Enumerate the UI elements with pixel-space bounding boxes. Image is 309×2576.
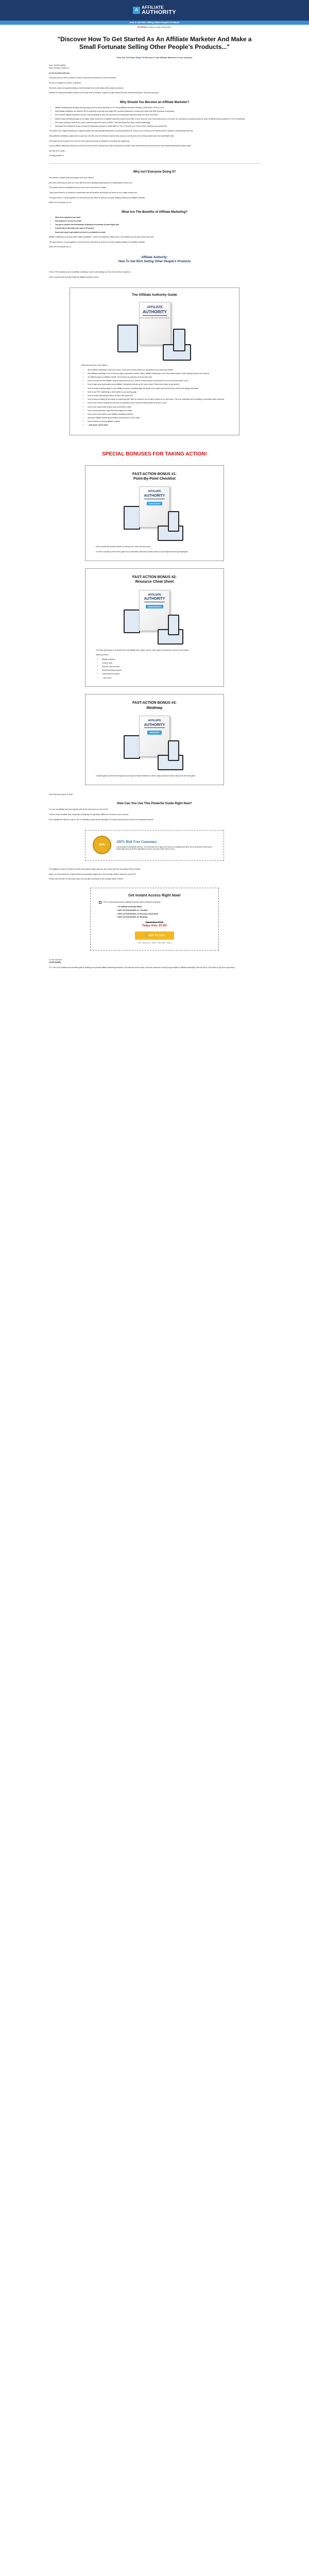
cover-line-2: AUTHORITY — [144, 494, 165, 499]
divider — [49, 163, 260, 164]
bonus-title — [96, 701, 213, 710]
body-paragraph: The good news is, I've put together a course that you can follow so that you can start making a killing as an affiliate marketer. — [49, 241, 146, 243]
body-paragraph: Look at affiliate marketing online and you'll find a whole culture of people who have private jets and yachts, who travel around the world and who have started celebrity like status online. — [49, 145, 192, 147]
list-item: • What affiliate marketing is and how it works. Know how it works before you get started so you avoid any pitfalls. — [88, 369, 228, 371]
bonus-banner: SPECIAL BONUSES FOR TAKING ACTION! — [102, 451, 207, 457]
today-price: Today Only: $7.00! — [142, 924, 167, 928]
attention-text: Looking to create a living online? — [147, 26, 172, 28]
body-paragraph: You can use Affiliate Authority together with all the bonuses for a mere $7.00. — [49, 808, 109, 811]
bonus-cover — [139, 590, 170, 631]
bonus-cover — [139, 486, 170, 528]
ps-paragraph: P.S. This is the ultimate and essential guide to building a successful affiliate marketing business! You'll discover all the steps, tools and resources to help you get started in affiliate marketing! Click the Add to Cart button to get your copy today! — [49, 967, 235, 969]
list-item: • How to use content marketing to become an authority in your niche and attract traffic for years to come. — [88, 402, 228, 404]
tablet-mockup — [117, 325, 138, 352]
intro-paragraph: They say that you need a product in order to become successful as an online marketer. — [49, 77, 116, 79]
tablet-mockup — [124, 609, 140, 633]
product-image — [117, 302, 192, 361]
intro-paragraph: This time, people are quietly making a small fortunate from home selling other people's products. — [49, 87, 124, 89]
bonus-text: Inside you'll find: — [96, 654, 109, 656]
body-paragraph: The answer is simple that most people don't know about it. — [49, 177, 94, 179]
list-item: • A great way to diversify your source of income. — [55, 227, 260, 230]
list-item: • Outsourcing resources — [102, 673, 213, 675]
tablet-mockup — [124, 506, 140, 530]
page-subhead: Find Out The Exact Steps To Become a Top Affiliate Marketer In Any Industry! — [116, 56, 193, 59]
logo-line-1: AFFILIATE — [142, 5, 164, 10]
bonus-image — [124, 486, 185, 543]
list-item: • Advanced affiliate marketing techniques and lessons for more sales. — [88, 417, 228, 419]
body-paragraph: And this isn't a rarity. — [49, 149, 65, 152]
list-item: • ...And more! — [102, 677, 213, 680]
cover-line-1: AFFILIATE — [147, 306, 163, 310]
list-item: • Most data from Webpresh shows us that US businesses planned to initiate $5B+ in 2013. This was up 17% from 2010, showing more growth still. — [55, 125, 260, 128]
body-paragraph: The big question is... — [49, 155, 65, 157]
guarantee-box — [85, 830, 224, 861]
list-item: • Email marketing services — [102, 669, 213, 672]
quote-line-2: How To Get Rich Selling Other People's Products — [118, 260, 191, 264]
bonus-list — [96, 658, 213, 680]
signoff-name: [YOUR NAME] — [49, 961, 61, 964]
cart-icon: 🛒 — [144, 934, 148, 937]
header-bar — [0, 0, 309, 21]
list-item: • Affiliate marketing has certainly been growing over the years with about 5.7% of blog affiliate marketers starting in 2008 before 15.0% in 2012. — [55, 107, 260, 109]
bonus-name: Mindmap — [146, 706, 163, 710]
intro-paragraph: It's true to a degree but untrue in general! — [49, 82, 81, 84]
phone-mockup — [173, 329, 185, 351]
a-mark-icon: A — [133, 7, 140, 14]
phone-mockup — [168, 615, 179, 635]
body-paragraph: This might sound too good to be true but in fact there are plenty of examples of precisely this happening. — [49, 140, 130, 142]
list-item: • 81% of these affiliate marketers choose e-mail marketing as their primary method of contacting customers while 64% work from home. — [55, 114, 260, 116]
list-item: • Quick and easy to get started so there's no website to create. — [55, 231, 260, 234]
list-item: • Work from anywhere you want. — [55, 216, 260, 219]
phone-mockup — [168, 740, 179, 761]
bonus-cover — [139, 716, 170, 757]
body-paragraph: Allow me to introduce you to... — [49, 246, 73, 248]
add-to-cart-label: Add To Cart — [148, 934, 165, 937]
list-item: • How to create a landing page for your affiliate products. A landing page will attract more buyers and convert those visitors into paying customers. — [88, 387, 228, 390]
body-paragraph: Using affiliate marketing in particular is to get very rich with very low entrance requirements, and you can become rich by being creative and new marketable skills. — [49, 135, 175, 138]
body-paragraph: That is a truly incredible deal, especially considering the significant difference it'll make to your success. — [49, 813, 129, 816]
bonus-text: Done is profit this handy checklist so that you can check off each point. — [96, 546, 151, 548]
add-to-cart-button[interactable] — [135, 931, 174, 940]
bonus-box-3 — [85, 694, 224, 785]
body-paragraph: Please click the Add To Cart button right now and take ownership of this valuable eBook TODAY! — [49, 878, 124, 880]
bonus-box-2 — [85, 568, 224, 687]
body-paragraph: The process seems complicated and you don't even know where to begin! — [49, 187, 107, 189]
body-paragraph: This is THE essential course on affiliate marketing. If you're just starting out, this is the perfect companion. — [49, 271, 131, 274]
list-item: • How to grow and scale up your affiliate marketing business. — [88, 413, 228, 416]
section-title-benefits: What Are The Benefits of Affiliate Marketing? — [121, 210, 188, 214]
list-item: • How to choose the best affiliate network and product for you. With so many networks and products, how do you know where to do? — [88, 380, 228, 382]
list-item: • ...and much, much more! — [88, 424, 228, 427]
list-item: • 53% were earning at least $14K a year, whereas about 26% were on $50K+. Not bad! (Data from Viper Leaders Marketing) — [55, 122, 260, 124]
bonus-text: You'll also get access to a curated list of top affiliate sites, blogs, forums, tools, apps and services to get you even further. — [96, 649, 190, 651]
body-paragraph: I'm delighted to have the chance to share this powerful guide with you, and I know you'll be very happy with the results. — [49, 868, 141, 871]
list-item: ✓ The Affiliate Authority eBook — [116, 906, 210, 908]
list-item: • Affiliate networks — [102, 658, 213, 661]
bonus-image — [124, 590, 185, 647]
phone-mockup — [168, 511, 179, 532]
bonus-number: FAST-ACTION BONUS #3: — [132, 701, 177, 705]
list-item: • How to create ads that get clicked and that offer great ROI. — [88, 395, 228, 397]
cover-tag: MINDMAP — [147, 731, 161, 734]
from-line: From: [YOUR NAME] — [49, 64, 66, 66]
header-logo[interactable] — [133, 6, 176, 15]
body-paragraph: Allow me to introduce you to... — [49, 201, 73, 204]
cover-tag: RESOURCES — [146, 605, 163, 608]
list-item: • Content tools — [102, 662, 213, 665]
cover-line-1: AFFILIATE — [148, 719, 161, 723]
list-item: • How to build a mailing list and setup an autoresponder. With an email list, you're able to follow up on your leads. This is an important part of building a successful online business. — [88, 398, 228, 401]
cover-line-2: AUTHORITY — [143, 310, 167, 316]
body-paragraph: And even when they do hear of it, they often find it too daunting sounding and too unbelievable to even try it. — [49, 181, 133, 184]
section-title-pricing: How Can You Use This Powerful Guide Right Now? — [117, 802, 192, 806]
section-title-why: Why Should You Become an Affiliate Marketer? — [119, 100, 190, 104]
guarantee-seal-icon: 100% — [93, 836, 111, 854]
date-line: Date: Monday, October 12 — [49, 67, 70, 70]
tagline-ribbon: How to Get Rich Selling Other People's Products — [0, 21, 309, 25]
benefits-list — [49, 216, 260, 233]
list-item: • The different types of affiliate network. Know these top networks and how they work. — [88, 376, 228, 379]
list-item: ✓ FAST-ACTION BONUS #2: Resource Cheat Sheet — [116, 913, 210, 916]
cover-line-1: AFFILIATE — [148, 490, 161, 494]
list-item: • What's really interesting though is the salary. While nearly 40% of affiliate marketers earned below $5K in 2013 and use it as a secondary source of income, the top earners surveyed earned as much as $500K this accounted for 0.3% of marketers. — [55, 118, 260, 121]
body-paragraph: Does that sound good or what? — [49, 793, 74, 795]
order-items — [116, 906, 210, 918]
why-list — [49, 107, 260, 128]
order-yes-line — [99, 901, 210, 904]
body-paragraph: The bottom line? Digital marketing is a highly lucrative area that appeals particularly to young entrepreneurs. There's a lot of money to be earned and the industry is only growing with time. — [49, 130, 194, 132]
bonus-name: Point-By-Point Checklist — [133, 477, 176, 481]
body-paragraph: Don't hesitate this eBook is only $7.00!! It's definitely a profit worth repeating. You will be hard-pressed to find a more valuable resource. — [49, 818, 154, 821]
list-item: ✓ FAST-ACTION BONUS #1: Checklist — [116, 909, 210, 912]
guide-lead: What you'll discover in the eBook: — [81, 364, 108, 367]
order-box — [90, 888, 219, 951]
cover-tag: CHECKLIST — [147, 502, 163, 505]
list-item: • You get to choose from thousands of products to promote at your finger tips. — [55, 224, 260, 226]
guide-list — [81, 369, 228, 427]
body-paragraph: Affiliate marketing is a process that is highly repeatable – there's a blueprint by using it and I can reliably earn you big money every time. — [49, 236, 154, 239]
bonus-title — [96, 575, 213, 585]
order-yes-text: YES! I want instant access to affiliate authority, which include the following: — [103, 901, 161, 904]
guide-title: The Affiliate Authority Guide — [132, 293, 177, 297]
intro-paragraph: Whether it's selling information product or products sold on Amazon, anyone can get started with very minimal experience, time and resources. — [49, 92, 159, 94]
list-item: • How to use social media to grow your prominence online. — [88, 406, 228, 409]
guide-box — [70, 287, 239, 435]
attention-line — [0, 26, 309, 28]
quote-line-1: Affiliate Authority: — [141, 256, 168, 259]
body-paragraph: Again, you will receive the comprehensive and valuable insights you need to finally achieve results for only $7.00. — [49, 873, 137, 875]
bonus-number: FAST-ACTION BONUS #1: — [132, 472, 177, 476]
section-title-why-not: Why Isn't Everyone Doing It? — [133, 171, 176, 174]
list-item: • Why affiliate marketing is one of the best ways to generate revenue online. Affiliate marketing is one of the easiest ways to start making money on the internet. — [88, 372, 228, 375]
order-title: Get Instant Access Right Now! — [128, 893, 181, 897]
body-paragraph: The good news is, I've put together a course that you can follow so that you can start making a killing as an affiliate marketer. — [49, 196, 146, 199]
guarantee-text: Your purchase is absolutely risk free. I'm the product for 30 days, and if you're not satisfied just send me an email and I'll send you a refund right away. An there's absolutely no risk on your part. All the risk is on me. — [116, 846, 212, 851]
cover-line-1: AFFILIATE — [148, 593, 161, 597]
page-headline: "Discover How To Get Started As An Affiliate Marketer And Make a Small Fortunate Selling Other People's Products..." — [57, 36, 252, 51]
body-paragraph: Here's exactly what you'll get inside the Affiliate Authority course: — [49, 276, 99, 278]
list-item: • Pay-Per-Click services — [102, 666, 213, 668]
bonus-text: It is like a summary of the entire guide but in actionable, bite-sized points so that you can implement the right strategies. — [96, 551, 188, 553]
attention-label: ATTENTION: — [137, 26, 147, 28]
list-item: • Most affiliate marketers are between 35-42 according to surveys and target B2C products (business to consumers) rather than B2B (business to business). — [55, 110, 260, 113]
list-item: • Not product or service to create. — [55, 220, 260, 223]
guarantee-title: 100% Risk Free Guarantee — [116, 839, 157, 844]
regular-price: Regular Price: $27.00 — [145, 921, 164, 923]
bonus-image — [124, 716, 185, 772]
intro-lead: Let me be blunt with you... — [49, 72, 71, 74]
tablet-mockup — [124, 735, 140, 759]
bonus-title — [96, 472, 213, 482]
list-item: ✓ FAST-ACTION BONUS #3: Mindmap — [116, 916, 210, 919]
list-item: • Secret tactics for winning affiliate contests — [88, 420, 228, 423]
product-intro-quote — [49, 256, 260, 264]
checkbox-icon[interactable] — [99, 901, 101, 904]
bonus-box-1 — [85, 465, 224, 561]
bonus-number: FAST-ACTION BONUS #2: — [132, 575, 177, 579]
cover-line-3: How To Get Rich Selling Other People's Products — [140, 317, 169, 319]
cover-line-2: AUTHORITY — [144, 723, 165, 728]
logo-line-2: AUTHORITY — [142, 9, 176, 15]
cover-line-2: AUTHORITY — [144, 597, 165, 602]
list-item: • How to sign up and get started as an affiliate. Taking that first step is the most crucial. Follow these steps to get started. — [88, 383, 228, 386]
signoff-line: To Your Success, — [49, 958, 63, 961]
list-item: • How to write persuasive copy that encourages more sales. — [88, 410, 228, 412]
bonus-name: Resource Cheat Sheet — [135, 580, 174, 584]
ebook-cover — [139, 302, 171, 345]
list-item: • How to use PPC advertising to drive traffic to your landing page. — [88, 391, 228, 394]
payment-cards: VISA · MasterCard · AMEX · DISCOVER · PayPal — [137, 941, 172, 944]
body-paragraph: That's good news for us because it means there are still products and buyers out there for us to make money from. — [49, 191, 138, 194]
main-content — [49, 36, 260, 969]
bonus-text: A simple glance over this mindmap and you'll get an instant refresher of all the major points and action steps from the main guide. — [96, 775, 196, 777]
